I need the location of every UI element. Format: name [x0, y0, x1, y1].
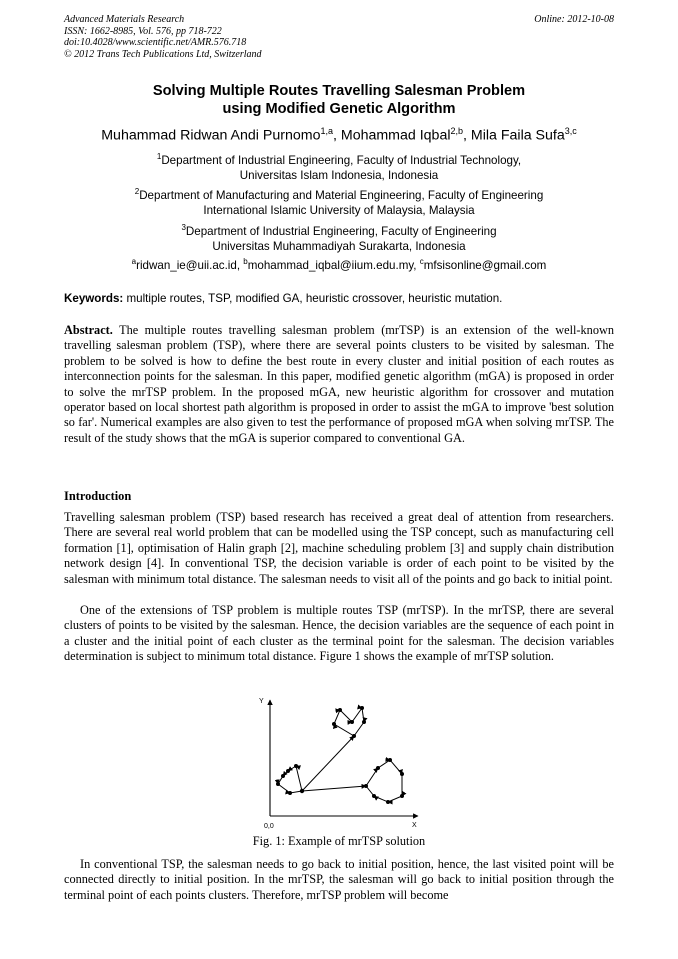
affiliation-line: Department of Industrial Engineering, Faculty of Engineering — [185, 224, 497, 238]
paper-title — [0, 82, 678, 118]
origin-label: 0,0 — [264, 823, 274, 830]
email-address[interactable]: mfsisonline@gmail.com — [423, 258, 547, 272]
author-superscript: 3,c — [564, 126, 577, 136]
affiliation-number: 1 — [156, 152, 162, 161]
issn-line: ISSN: 1662-8985, Vol. 576, pp 718-722 — [64, 25, 222, 37]
affiliation-line: Universitas Muhammadiyah Surakarta, Indonesia — [212, 239, 466, 253]
copyright-line: © 2012 Trans Tech Publications Ltd, Switzerland — [64, 48, 262, 60]
email-superscript: a — [131, 257, 137, 266]
keywords-text: multiple routes, TSP, modified GA, heuristic crossover, heuristic mutation. — [123, 292, 503, 305]
affiliation-2 — [0, 184, 678, 218]
route-right — [302, 760, 402, 802]
email-address[interactable]: mohammad_iqbal@iium.edu.my — [247, 258, 414, 272]
y-axis-label: Y — [259, 698, 264, 705]
affiliation-number: 2 — [134, 187, 140, 196]
author-name: Muhammad Ridwan Andi Purnomo — [101, 127, 321, 144]
title-line-1: Solving Multiple Routes Travelling Salesman Problem — [152, 83, 526, 99]
mrtsp-figure — [256, 694, 426, 834]
affiliation-line: Department of Industrial Engineering, Faculty of Industrial Technology, — [161, 153, 522, 167]
route-left — [278, 766, 302, 793]
running-header — [64, 14, 262, 60]
journal-name: Advanced Materials Research — [64, 14, 185, 25]
affiliation-number: 3 — [181, 223, 186, 232]
author-name: Mila Faila Sufa — [470, 127, 565, 144]
route-top — [302, 708, 364, 791]
author-list — [0, 126, 678, 144]
keywords-label: Keywords: — [64, 292, 124, 305]
affiliation-3 — [0, 220, 678, 254]
abstract — [64, 323, 614, 446]
author-superscript: 1,a — [320, 126, 333, 136]
section-heading-introduction: Introduction — [64, 489, 132, 503]
figure-caption: Fig. 1: Example of mrTSP solution — [252, 834, 426, 848]
abstract-label: Abstract. — [64, 323, 113, 337]
email-superscript: c — [419, 257, 424, 266]
author-separator: , — [332, 127, 341, 144]
email-separator: , — [236, 258, 244, 272]
affiliation-line: Universitas Islam Indonesia, Indonesia — [239, 168, 439, 182]
online-date: Online: 2012-10-08 — [534, 14, 614, 25]
affiliation-line: International Islamic University of Malaysia, Malaysia — [203, 203, 475, 217]
intro-paragraph-1: Travelling salesman problem (TSP) based research has received a great deal of attention from researchers. There are several real world problem that can be modelled using the TSP concept, such as manufacturing cell formation [1], optimisation of Halin graph [2], machine scheduling problem [3] and supply chain distribution network design [4]. In conventional TSP, the decision variable is order of each point to be visited by the salesman with minimum total distance. The salesman needs to visit all of the points and go back to initial point. — [64, 510, 614, 586]
x-axis-label: X — [412, 822, 417, 829]
email-superscript: b — [243, 257, 248, 266]
abstract-text: The multiple routes travelling salesman problem (mrTSP) is an extension of the well-known travelling salesman problem (TSP), where there are several points clusters to be visited by salesman. The problem to be solved is how to define the best route in every cluster and initial position of each routes as interconnection points for the salesman. In this paper, modified genetic algorithm (mGA) is proposed in order to solve the mrTSP problem. In the proposed mGA, new heuristic algorithm for crossover and mutation operator based on local shortest path algorithm is proposed in order to assist the mGA to improve 'best solution so far'. Numerical examples are also given to test the performance of proposed mGA when solving mrTSP. The result of the study shows that the mGA is superior compared to conventional GA. — [64, 323, 614, 445]
keywords — [64, 292, 614, 305]
author-name: Mohammad Iqbal — [340, 127, 451, 144]
email-address[interactable]: ridwan_ie@uii.ac.id — [136, 258, 237, 272]
route-points — [276, 706, 404, 804]
affiliation-1 — [0, 149, 678, 183]
title-line-2: using Modified Genetic Algorithm — [222, 101, 456, 117]
intro-paragraph-3: In conventional TSP, the salesman needs to go back to initial position, hence, the last visited point will be connected directly to initial position. In the mrTSP, the salesman will go back to initial position through the terminal point of each points clusters. Therefore, mrTSP problem will become — [64, 857, 614, 902]
doi-line: doi:10.4028/www.scientific.net/AMR.576.718 — [64, 37, 247, 48]
affiliation-line: Department of Manufacturing and Material Engineering, Faculty of Engineering — [139, 188, 544, 202]
email-separator: , — [413, 258, 420, 272]
email-list — [0, 257, 678, 272]
intro-paragraph-2: One of the extensions of TSP problem is multiple routes TSP (mrTSP). In the mrTSP, there are several clusters of points to be visited by the salesman. Hence, the decision variables are the sequence of each point in a cluster and the initial point of each cluster as the terminal point for the salesman. The decision variables determination is subject to minimum total distance. Figure 1 shows the example of mrTSP solution. — [64, 603, 614, 664]
author-superscript: 2,b — [450, 126, 464, 136]
author-separator: , — [463, 127, 471, 144]
